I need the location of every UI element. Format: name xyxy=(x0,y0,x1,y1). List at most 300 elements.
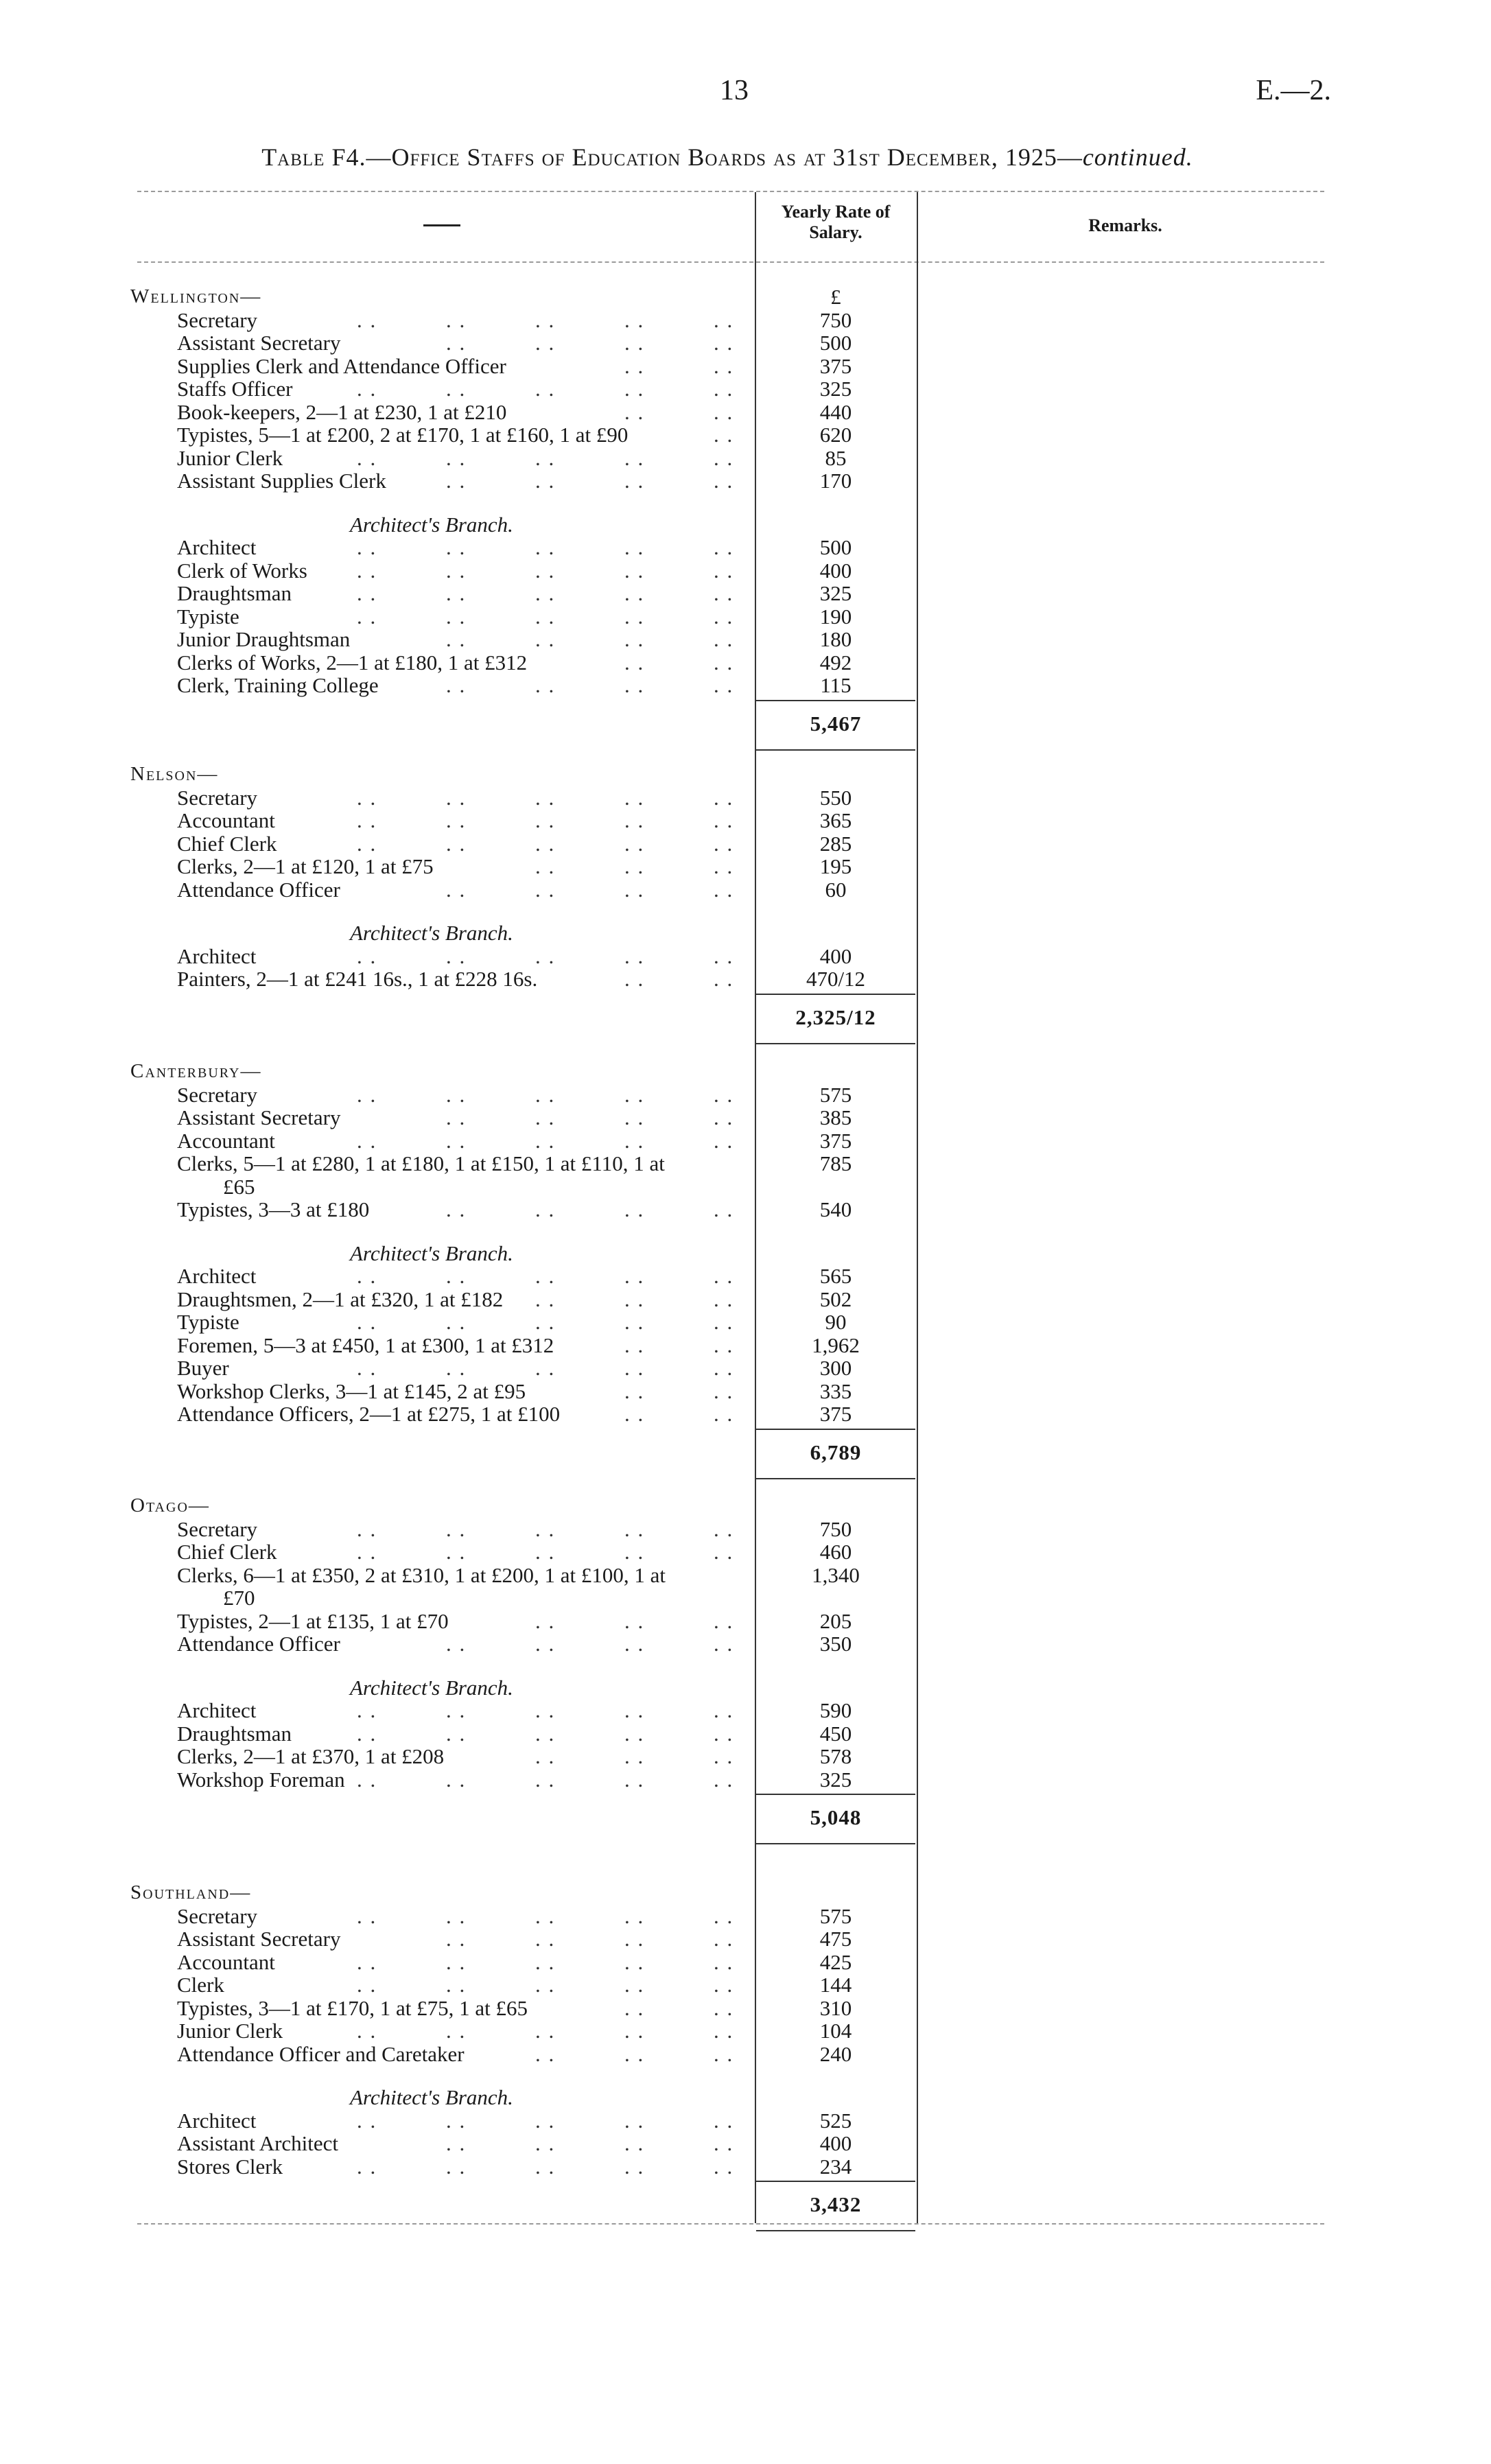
staff-row xyxy=(0,331,1491,354)
leader-dots: . . xyxy=(714,1540,734,1564)
branch-position: Draughtsman xyxy=(177,581,292,606)
leader-dots: . . xyxy=(446,673,467,698)
board-total: 3,432 xyxy=(810,2192,862,2217)
table-title-main: Table F4.—Office Staffs of Education Boards as at 31st December, 1925— xyxy=(261,143,1083,171)
header-remarks: Remarks. xyxy=(1088,215,1162,235)
leader-dots: . . xyxy=(446,1105,467,1129)
leader-dots: . . xyxy=(714,423,734,447)
staff-salary: 575 xyxy=(819,1082,852,1107)
leader-dots: . . xyxy=(714,854,734,878)
staff-position: Book-keepers, 2—1 at £230, 1 at £210 xyxy=(177,399,507,424)
staff-row xyxy=(0,1106,1491,1129)
leader-dots: . . xyxy=(446,2154,467,2179)
branch-salary: 590 xyxy=(819,1698,852,1723)
leader-dots: . . xyxy=(357,1767,377,1792)
staff-row xyxy=(0,423,1491,446)
branch-staff-row xyxy=(0,1265,1491,1287)
branch-salary: 325 xyxy=(819,1767,852,1792)
leader-dots: . . xyxy=(446,1197,467,1221)
leader-dots: . . xyxy=(446,1082,467,1107)
branch-salary: 335 xyxy=(819,1378,852,1403)
branch-salary: 565 xyxy=(819,1264,852,1289)
header-first-column-dash xyxy=(423,224,460,226)
branch-staff-row xyxy=(0,1288,1491,1311)
board-name: Wellington— xyxy=(130,285,262,307)
staff-position: Secretary xyxy=(177,1082,258,1107)
staff-position: Assistant Secretary xyxy=(177,1105,341,1129)
staff-salary: 550 xyxy=(819,785,852,810)
branch-salary: 325 xyxy=(819,581,852,606)
leader-dots: . . xyxy=(714,967,734,992)
board-name: Southland— xyxy=(130,1881,252,1903)
leader-dots: . . xyxy=(714,1949,734,1974)
leader-dots: . . xyxy=(624,2154,645,2179)
staff-position: Clerk xyxy=(177,1973,224,1997)
leader-dots: . . xyxy=(714,2154,734,2179)
leader-dots: . . xyxy=(535,2019,556,2043)
branch-title: Architect's Branch. xyxy=(350,2085,513,2110)
staff-position: Clerks, 5—1 at £280, 1 at £180, 1 at £150, 1 at £110, 1 at xyxy=(177,1151,665,1175)
staff-salary: 1,340 xyxy=(812,1562,860,1587)
staff-row xyxy=(0,469,1491,492)
leader-dots: . . xyxy=(624,469,645,493)
staff-position: Assistant Secretary xyxy=(177,1927,341,1951)
staff-row xyxy=(0,447,1491,469)
branch-heading-row xyxy=(0,2086,1491,2109)
leader-dots: . . xyxy=(714,1973,734,1997)
leader-dots: . . xyxy=(357,1540,377,1564)
leader-dots: . . xyxy=(357,1721,377,1746)
board-heading-row xyxy=(0,1881,1491,1904)
leader-dots: . . xyxy=(535,1082,556,1107)
staff-position: Typistes, 3—3 at £180 xyxy=(177,1197,370,1221)
leader-dots: . . xyxy=(624,967,645,992)
staff-position: Assistant Supplies Clerk xyxy=(177,469,386,493)
branch-staff-row xyxy=(0,2109,1491,2132)
branch-staff-row xyxy=(0,1699,1491,1722)
staff-position: Chief Clerk xyxy=(177,1540,277,1564)
staff-position: Secretary xyxy=(177,1903,258,1928)
leader-dots: . . xyxy=(624,1608,645,1633)
staff-salary: 540 xyxy=(819,1197,852,1221)
staff-row xyxy=(0,309,1491,331)
leader-dots: . . xyxy=(624,445,645,470)
branch-position: Architect xyxy=(177,1264,257,1289)
leader-dots: . . xyxy=(357,604,377,629)
leader-dots: . . xyxy=(714,1744,734,1769)
branch-salary: 234 xyxy=(819,2154,852,2179)
leader-dots: . . xyxy=(714,445,734,470)
leader-dots: . . xyxy=(624,353,645,378)
leader-dots: . . xyxy=(535,535,556,560)
staff-position: Secretary xyxy=(177,1516,258,1541)
leader-dots: . . xyxy=(624,1698,645,1723)
staff-row xyxy=(0,1632,1491,1655)
leader-dots: . . xyxy=(357,831,377,856)
leader-dots: . . xyxy=(624,1310,645,1335)
staff-salary: 575 xyxy=(819,1903,852,1928)
leader-dots: . . xyxy=(624,604,645,629)
leader-dots: . . xyxy=(446,2108,467,2133)
branch-staff-row xyxy=(0,2132,1491,2155)
board-heading-row xyxy=(0,763,1491,786)
branch-salary: 400 xyxy=(819,943,852,968)
branch-salary: 400 xyxy=(819,2131,852,2156)
leader-dots: . . xyxy=(714,808,734,832)
table-bottom-rule xyxy=(137,2223,1324,2225)
staff-salary: 240 xyxy=(819,2041,852,2066)
leader-dots: . . xyxy=(624,1949,645,1974)
branch-staff-row xyxy=(0,536,1491,559)
leader-dots: . . xyxy=(714,1698,734,1723)
staff-row xyxy=(0,809,1491,832)
branch-staff-row xyxy=(0,559,1491,582)
branch-staff-row xyxy=(0,674,1491,696)
staff-salary: 385 xyxy=(819,1105,852,1129)
header-top-rule xyxy=(137,191,1324,192)
leader-dots: . . xyxy=(624,1402,645,1427)
branch-salary: 492 xyxy=(819,650,852,674)
branch-position: Assistant Architect xyxy=(177,2131,339,2156)
leader-dots: . . xyxy=(535,2108,556,2133)
leader-dots: . . xyxy=(624,1197,645,1221)
branch-position: Stores Clerk xyxy=(177,2154,283,2179)
leader-dots: . . xyxy=(535,1744,556,1769)
leader-dots: . . xyxy=(624,307,645,332)
staff-row xyxy=(0,1927,1491,1950)
leader-dots: . . xyxy=(714,469,734,493)
leader-dots: . . xyxy=(624,627,645,652)
staff-row xyxy=(0,1518,1491,1540)
leader-dots: . . xyxy=(714,1287,734,1311)
branch-position: Workshop Clerks, 3—1 at £145, 2 at £95 xyxy=(177,1378,526,1403)
staff-salary: 144 xyxy=(819,1973,852,1997)
branch-position: Clerks, 2—1 at £370, 1 at £208 xyxy=(177,1744,445,1769)
leader-dots: . . xyxy=(535,1949,556,1974)
branch-position: Clerk of Works xyxy=(177,558,307,583)
leader-dots: . . xyxy=(446,1698,467,1723)
leader-dots: . . xyxy=(624,1128,645,1153)
leader-dots: . . xyxy=(714,377,734,401)
branch-salary: 1,962 xyxy=(812,1333,860,1357)
leader-dots: . . xyxy=(446,1516,467,1541)
staff-salary: 375 xyxy=(819,353,852,378)
leader-dots: . . xyxy=(357,1082,377,1107)
leader-dots: . . xyxy=(624,1105,645,1129)
leader-dots: . . xyxy=(624,1540,645,1564)
board-total: 5,467 xyxy=(810,711,862,736)
leader-dots: . . xyxy=(714,943,734,968)
leader-dots: . . xyxy=(535,1927,556,1951)
staff-salary: 500 xyxy=(819,331,852,355)
leader-dots: . . xyxy=(446,1264,467,1289)
leader-dots: . . xyxy=(714,2131,734,2156)
leader-dots: . . xyxy=(714,673,734,698)
branch-staff-row xyxy=(0,967,1491,990)
leader-dots: . . xyxy=(357,581,377,606)
leader-dots: . . xyxy=(446,445,467,470)
leader-dots: . . xyxy=(714,2041,734,2066)
branch-staff-row xyxy=(0,582,1491,605)
leader-dots: . . xyxy=(357,1264,377,1289)
branch-staff-row xyxy=(0,1334,1491,1357)
page-number: 13 xyxy=(720,75,749,106)
staff-position: Accountant xyxy=(177,1949,275,1974)
staff-row xyxy=(0,1973,1491,1996)
leader-dots: . . xyxy=(624,808,645,832)
staff-position: Supplies Clerk and Attendance Officer xyxy=(177,353,506,378)
staff-position: Attendance Officer and Caretaker xyxy=(177,2041,465,2066)
leader-dots: . . xyxy=(357,1903,377,1928)
staff-position: £70 xyxy=(223,1586,255,1610)
branch-position: Architect xyxy=(177,943,257,968)
staff-position: £65 xyxy=(223,1174,255,1199)
leader-dots: . . xyxy=(624,2019,645,2043)
staff-row xyxy=(0,1610,1491,1632)
staff-salary: 750 xyxy=(819,1516,852,1541)
leader-dots: . . xyxy=(624,331,645,355)
leader-dots: . . xyxy=(624,854,645,878)
staff-position: Chief Clerk xyxy=(177,831,277,856)
branch-position: Draughtsmen, 2—1 at £320, 1 at £182 xyxy=(177,1287,504,1311)
leader-dots: . . xyxy=(535,377,556,401)
leader-dots: . . xyxy=(624,1516,645,1541)
branch-position: Attendance Officers, 2—1 at £275, 1 at £100 xyxy=(177,1402,561,1427)
staff-salary: 785 xyxy=(819,1151,852,1175)
board-name: Canterbury— xyxy=(130,1060,262,1082)
leader-dots: . . xyxy=(535,1903,556,1928)
leader-dots: . . xyxy=(624,1744,645,1769)
branch-salary: 375 xyxy=(819,1402,852,1427)
leader-dots: . . xyxy=(446,581,467,606)
branch-staff-row xyxy=(0,605,1491,628)
leader-dots: . . xyxy=(535,1128,556,1153)
branch-salary: 90 xyxy=(825,1310,847,1335)
leader-dots: . . xyxy=(446,785,467,810)
branch-staff-row xyxy=(0,1311,1491,1333)
leader-dots: . . xyxy=(446,558,467,583)
branch-position: Draughtsman xyxy=(177,1721,292,1746)
leader-dots: . . xyxy=(446,2019,467,2043)
leader-dots: . . xyxy=(624,1333,645,1357)
currency-symbol: £ xyxy=(830,285,841,309)
branch-position: Architect xyxy=(177,1698,257,1723)
leader-dots: . . xyxy=(714,535,734,560)
leader-dots: . . xyxy=(357,1698,377,1723)
leader-dots: . . xyxy=(446,604,467,629)
staff-row xyxy=(0,355,1491,377)
leader-dots: . . xyxy=(357,1973,377,1997)
leader-dots: . . xyxy=(624,1767,645,1792)
leader-dots: . . xyxy=(535,604,556,629)
leader-dots: . . xyxy=(357,558,377,583)
leader-dots: . . xyxy=(446,1128,467,1153)
branch-salary: 470/12 xyxy=(806,967,866,992)
staff-position: Typistes, 3—1 at £170, 1 at £75, 1 at £65 xyxy=(177,1995,528,2020)
leader-dots: . . xyxy=(535,1721,556,1746)
branch-title: Architect's Branch. xyxy=(350,512,513,537)
branch-position: Painters, 2—1 at £241 16s., 1 at £228 16s. xyxy=(177,967,538,992)
leader-dots: . . xyxy=(714,1105,734,1129)
leader-dots: . . xyxy=(446,1973,467,1997)
leader-dots: . . xyxy=(714,2019,734,2043)
staff-position: Attendance Officer xyxy=(177,1632,340,1656)
leader-dots: . . xyxy=(357,535,377,560)
staff-position: Clerks, 2—1 at £120, 1 at £75 xyxy=(177,854,434,878)
leader-dots: . . xyxy=(446,377,467,401)
staff-salary: 425 xyxy=(819,1949,852,1974)
leader-dots: . . xyxy=(714,831,734,856)
staff-salary: 750 xyxy=(819,307,852,332)
staff-row xyxy=(0,2043,1491,2065)
leader-dots: . . xyxy=(535,854,556,878)
leader-dots: . . xyxy=(624,399,645,424)
leader-dots: . . xyxy=(446,469,467,493)
leader-dots: . . xyxy=(714,1378,734,1403)
leader-dots: . . xyxy=(357,377,377,401)
staff-position: Accountant xyxy=(177,808,275,832)
table-title-continued: continued. xyxy=(1082,143,1193,171)
leader-dots: . . xyxy=(624,377,645,401)
leader-dots: . . xyxy=(714,307,734,332)
branch-position: Workshop Foreman xyxy=(177,1767,345,1792)
board-name: Otago— xyxy=(130,1494,210,1516)
leader-dots: . . xyxy=(714,1721,734,1746)
branch-position: Foremen, 5—3 at £450, 1 at £300, 1 at £312 xyxy=(177,1333,554,1357)
leader-dots: . . xyxy=(357,307,377,332)
leader-dots: . . xyxy=(357,1949,377,1974)
leader-dots: . . xyxy=(714,399,734,424)
staff-row xyxy=(0,1198,1491,1221)
leader-dots: . . xyxy=(624,1632,645,1656)
staff-row xyxy=(0,377,1491,400)
staff-row xyxy=(0,1564,1491,1586)
staff-salary: 205 xyxy=(819,1608,852,1633)
staff-salary: 350 xyxy=(819,1632,852,1656)
staff-row xyxy=(0,878,1491,901)
leader-dots: . . xyxy=(446,1632,467,1656)
staff-row xyxy=(0,832,1491,855)
staff-row xyxy=(0,1083,1491,1106)
leader-dots: . . xyxy=(714,1903,734,1928)
staff-row xyxy=(0,1997,1491,2019)
leader-dots: . . xyxy=(624,673,645,698)
leader-dots: . . xyxy=(535,1698,556,1723)
staff-salary: 85 xyxy=(825,445,847,470)
staff-position: Attendance Officer xyxy=(177,877,340,902)
leader-dots: . . xyxy=(714,581,734,606)
leader-dots: . . xyxy=(535,2131,556,2156)
staff-salary: 620 xyxy=(819,423,852,447)
staff-row xyxy=(0,1586,1491,1609)
header-bottom-rule xyxy=(137,261,1324,263)
staff-position: Typistes, 2—1 at £135, 1 at £70 xyxy=(177,1608,449,1633)
leader-dots: . . xyxy=(446,331,467,355)
leader-dots: . . xyxy=(624,1378,645,1403)
leader-dots: . . xyxy=(446,1721,467,1746)
leader-dots: . . xyxy=(535,2041,556,2066)
board-total: 5,048 xyxy=(810,1805,862,1830)
board-heading-row xyxy=(0,1494,1491,1517)
branch-staff-row xyxy=(0,1745,1491,1768)
staff-row xyxy=(0,2019,1491,2042)
leader-dots: . . xyxy=(535,1287,556,1311)
board-total-row xyxy=(0,1006,1491,1029)
board-total: 6,789 xyxy=(810,1440,862,1464)
staff-position: Assistant Secretary xyxy=(177,331,341,355)
board-heading-row xyxy=(0,1060,1491,1083)
leader-dots: . . xyxy=(714,1402,734,1427)
staff-salary: 104 xyxy=(819,2019,852,2043)
branch-staff-row xyxy=(0,651,1491,674)
branch-heading-row xyxy=(0,922,1491,944)
leader-dots: . . xyxy=(714,1310,734,1335)
leader-dots: . . xyxy=(535,1973,556,1997)
leader-dots: . . xyxy=(535,673,556,698)
branch-position: Typiste xyxy=(177,1310,239,1335)
branch-position: Buyer xyxy=(177,1356,229,1381)
leader-dots: . . xyxy=(535,943,556,968)
leader-dots: . . xyxy=(357,2108,377,2133)
staff-salary: 285 xyxy=(819,831,852,856)
leader-dots: . . xyxy=(714,1333,734,1357)
staff-position: Staffs Officer xyxy=(177,377,293,401)
branch-position: Clerk, Training College xyxy=(177,673,379,698)
leader-dots: . . xyxy=(714,1516,734,1541)
leader-dots: . . xyxy=(446,2131,467,2156)
branch-salary: 500 xyxy=(819,535,852,560)
leader-dots: . . xyxy=(535,581,556,606)
branch-salary: 450 xyxy=(819,1721,852,1746)
staff-row xyxy=(0,1540,1491,1563)
leader-dots: . . xyxy=(446,1927,467,1951)
staff-row xyxy=(0,786,1491,809)
leader-dots: . . xyxy=(624,535,645,560)
leader-dots: . . xyxy=(714,353,734,378)
leader-dots: . . xyxy=(535,1767,556,1792)
leader-dots: . . xyxy=(624,1973,645,1997)
branch-heading-row xyxy=(0,513,1491,536)
leader-dots: . . xyxy=(624,785,645,810)
leader-dots: . . xyxy=(714,1767,734,1792)
branch-position: Typiste xyxy=(177,604,239,629)
leader-dots: . . xyxy=(535,1310,556,1335)
leader-dots: . . xyxy=(357,2154,377,2179)
leader-dots: . . xyxy=(624,650,645,674)
staff-salary: 170 xyxy=(819,469,852,493)
branch-title: Architect's Branch. xyxy=(350,1675,513,1700)
staff-position: Accountant xyxy=(177,1128,275,1153)
branch-position: Junior Draughtsman xyxy=(177,627,351,652)
leader-dots: . . xyxy=(446,1949,467,1974)
branch-staff-row xyxy=(0,2155,1491,2178)
leader-dots: . . xyxy=(535,1197,556,1221)
leader-dots: . . xyxy=(535,877,556,902)
branch-salary: 190 xyxy=(819,604,852,629)
branch-staff-row xyxy=(0,1380,1491,1403)
leader-dots: . . xyxy=(535,2154,556,2179)
board-total-row xyxy=(0,712,1491,735)
leader-dots: . . xyxy=(535,445,556,470)
staff-position: Junior Clerk xyxy=(177,445,283,470)
leader-dots: . . xyxy=(535,808,556,832)
leader-dots: . . xyxy=(357,808,377,832)
leader-dots: . . xyxy=(535,307,556,332)
board-heading-row xyxy=(0,285,1491,308)
staff-salary: 365 xyxy=(819,808,852,832)
staff-salary: 310 xyxy=(819,1995,852,2020)
leader-dots: . . xyxy=(357,1128,377,1153)
